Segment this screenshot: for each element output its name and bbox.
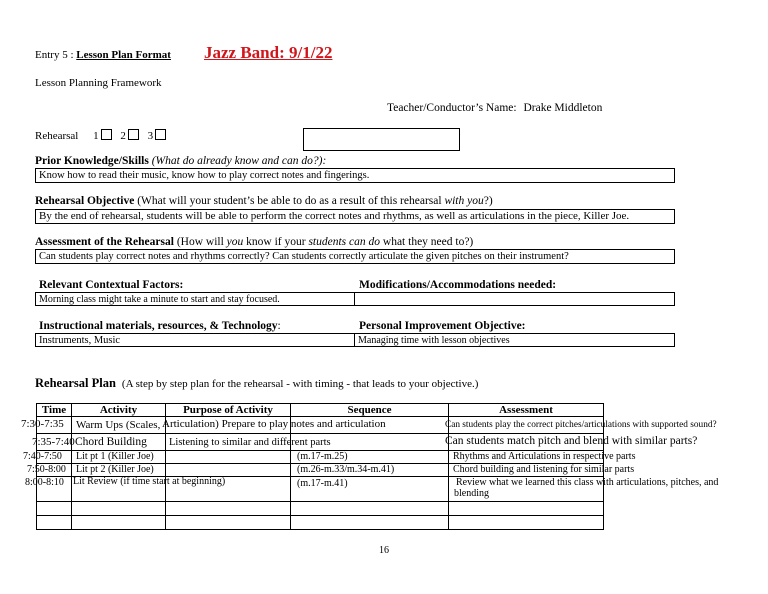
assessment-cell[interactable] — [449, 451, 636, 464]
purpose-cell[interactable] — [166, 477, 291, 502]
assessment-cell[interactable] — [449, 477, 719, 502]
time-cell[interactable] — [37, 502, 72, 516]
assessment-text: Rhythms and Articulations in respective parts — [453, 451, 636, 462]
column-header-activity: Activity — [72, 404, 166, 417]
rehearsal-option-3-label: 3 — [147, 130, 154, 142]
column-header-purpose: Purpose of Activity — [166, 404, 291, 417]
rehearsal-option-2-label: 2 — [120, 130, 126, 142]
activity-text: Lit Review (if time start at beginning) — [73, 476, 226, 487]
time-text: 7:30-7:35 — [21, 418, 64, 430]
objective-prompt-emphasis: with you — [444, 195, 484, 207]
activity-cell[interactable] — [72, 516, 166, 530]
sequence-cell[interactable] — [291, 516, 449, 530]
rehearsal-notes-box[interactable] — [303, 128, 460, 151]
materials-title: Instructional materials, resources, & Technology — [39, 320, 278, 332]
assessment-heading — [35, 236, 473, 248]
time-cell[interactable] — [27, 464, 72, 477]
column-header-sequence: Sequence — [291, 404, 449, 417]
assessment-prompt-b: know if your — [246, 236, 306, 248]
assessment-prompt-a: (How will — [176, 236, 224, 248]
activity-cell[interactable] — [72, 417, 166, 434]
activity-cell[interactable] — [72, 502, 166, 516]
sequence-text: (m.17-m.25) — [297, 451, 348, 462]
time-text: 7:35-7:40 — [32, 436, 75, 448]
teacher-name: Drake Middleton — [523, 102, 603, 114]
rehearsal-1-checkbox[interactable] — [101, 129, 112, 140]
time-text: 7:50-8:00 — [27, 464, 66, 475]
activity-cell[interactable] — [72, 451, 166, 464]
activity-cell[interactable] — [72, 476, 226, 502]
purpose-cell[interactable] — [166, 434, 331, 451]
sequence-text: (m.26-m.33/m.34-m.41) — [297, 464, 395, 475]
purpose-cell[interactable] — [166, 464, 291, 477]
objective-title: Rehearsal Objective — [35, 195, 135, 207]
prior-knowledge-heading — [35, 155, 326, 167]
sequence-cell[interactable] — [291, 451, 449, 464]
assessment-cell[interactable] — [449, 464, 635, 477]
teacher-line — [387, 102, 602, 114]
purpose-text: Listening to similar and different parts — [169, 437, 331, 448]
purpose-cell[interactable] — [166, 516, 291, 530]
sequence-cell[interactable] — [291, 477, 449, 502]
contextual-field[interactable]: Morning class might take a minute to start and stay focused. — [35, 292, 355, 306]
table-row[interactable] — [37, 516, 604, 530]
time-cell[interactable] — [21, 417, 72, 434]
assessment-prompt-c: what they need to?) — [382, 236, 474, 248]
rehearsal-plan-table — [21, 403, 719, 530]
activity-text: Lit pt 2 (Killer Joe) — [76, 464, 154, 475]
sequence-text: (m.17-m.41) — [297, 478, 348, 489]
sequence-cell[interactable] — [291, 434, 449, 451]
plan-subtitle: (A step by step plan for the rehearsal - with timing - that leads to your objective.) — [121, 378, 479, 390]
table-row[interactable] — [37, 477, 604, 502]
table-row[interactable] — [37, 502, 604, 516]
objective-field[interactable]: By the end of rehearsal, students will be able to perform the correct notes and rhythms, as well as articulations in the piece, Killer Joe. — [35, 209, 675, 224]
table-row[interactable] — [37, 434, 604, 451]
improvement-heading: Personal Improvement Objective: — [359, 320, 526, 332]
assessment-text: Review what we learned this class with articulations, pitches, and — [456, 477, 719, 488]
table-row[interactable] — [37, 451, 604, 464]
modifications-heading: Modifications/Accommodations needed: — [359, 279, 557, 291]
sequence-cell[interactable] — [291, 464, 449, 477]
time-text: 8:00-8:10 — [25, 477, 64, 488]
objective-heading — [35, 195, 493, 207]
assessment-text: Chord building and listening for similar parts — [453, 464, 635, 475]
rehearsal-3-checkbox[interactable] — [155, 129, 166, 140]
time-text: 7:40-7:50 — [23, 451, 62, 462]
sequence-cell[interactable] — [291, 502, 449, 516]
materials-colon: : — [277, 320, 281, 332]
prior-knowledge-title: Prior Knowledge/Skills — [35, 155, 149, 167]
page-number: 16 — [379, 545, 389, 556]
table-row[interactable] — [37, 464, 604, 477]
assessment-text-continued: blending — [454, 488, 489, 499]
assessment-cell[interactable] — [445, 417, 717, 434]
table-header-row — [37, 404, 604, 417]
materials-heading — [39, 320, 281, 332]
assessment-prompt-you: you — [226, 236, 244, 248]
purpose-cell[interactable] — [166, 451, 291, 464]
purpose-text: Articulation) Prepare to play notes and articulation — [162, 418, 386, 430]
activity-cell[interactable] — [72, 434, 166, 451]
sequence-cell[interactable] — [291, 417, 449, 434]
class-date-title: Jazz Band: 9/1/22 — [204, 43, 333, 62]
teacher-label: Teacher/Conductor’s Name: — [387, 102, 517, 114]
contextual-heading: Relevant Contextual Factors: — [39, 279, 184, 291]
column-header-assessment: Assessment — [449, 404, 604, 417]
assessment-cell[interactable] — [449, 516, 604, 530]
entry-prefix: Entry 5 : — [35, 49, 74, 61]
materials-field[interactable]: Instruments, Music — [35, 333, 355, 347]
time-cell[interactable] — [23, 451, 72, 464]
assessment-text: Can students match pitch and blend with similar parts? — [445, 435, 698, 447]
objective-prompt-end: ?) — [483, 195, 493, 207]
rehearsal-selector — [35, 129, 166, 142]
modifications-field[interactable] — [354, 292, 675, 306]
assessment-prompt-students: students can do — [308, 236, 381, 248]
assessment-field[interactable]: Can students play correct notes and rhythms correctly? Can students correctly articulate the given pitches on their instrument? — [35, 249, 675, 264]
rehearsal-2-checkbox[interactable] — [128, 129, 139, 140]
assessment-cell[interactable] — [445, 434, 698, 451]
time-cell[interactable] — [32, 434, 75, 451]
time-cell[interactable] — [25, 477, 72, 502]
time-cell[interactable] — [37, 516, 72, 530]
prior-knowledge-prompt: (What do already know and can do?): — [151, 155, 327, 167]
purpose-cell[interactable] — [162, 417, 386, 434]
rehearsal-label: Rehearsal — [35, 130, 79, 142]
activity-text: Warm Ups (Scales, — [76, 419, 161, 431]
assessment-text: Can students play the correct pitches/articulations with supported sound? — [445, 420, 717, 430]
activity-cell[interactable] — [72, 464, 166, 477]
assessment-cell[interactable] — [449, 502, 604, 516]
activity-text: Chord Building — [75, 436, 147, 448]
plan-title: Rehearsal Plan — [35, 376, 116, 390]
prior-knowledge-field[interactable]: Know how to read their music, know how to play correct notes and fingerings. — [35, 168, 675, 183]
activity-text: Lit pt 1 (Killer Joe) — [76, 451, 154, 462]
purpose-cell[interactable] — [166, 502, 291, 516]
assessment-title: Assessment of the Rehearsal — [35, 236, 174, 248]
plan-heading — [35, 376, 478, 391]
entry-title: Lesson Plan Format — [76, 49, 171, 61]
entry-heading — [35, 49, 171, 61]
table-row[interactable] — [37, 417, 604, 434]
framework-title: Lesson Planning Framework — [35, 77, 162, 89]
objective-prompt: (What will your student’s be able to do as a result of this rehearsal — [137, 195, 442, 207]
improvement-field[interactable]: Managing time with lesson objectives — [354, 333, 675, 347]
column-header-time: Time — [37, 404, 72, 417]
rehearsal-option-1-label: 1 — [93, 130, 99, 142]
